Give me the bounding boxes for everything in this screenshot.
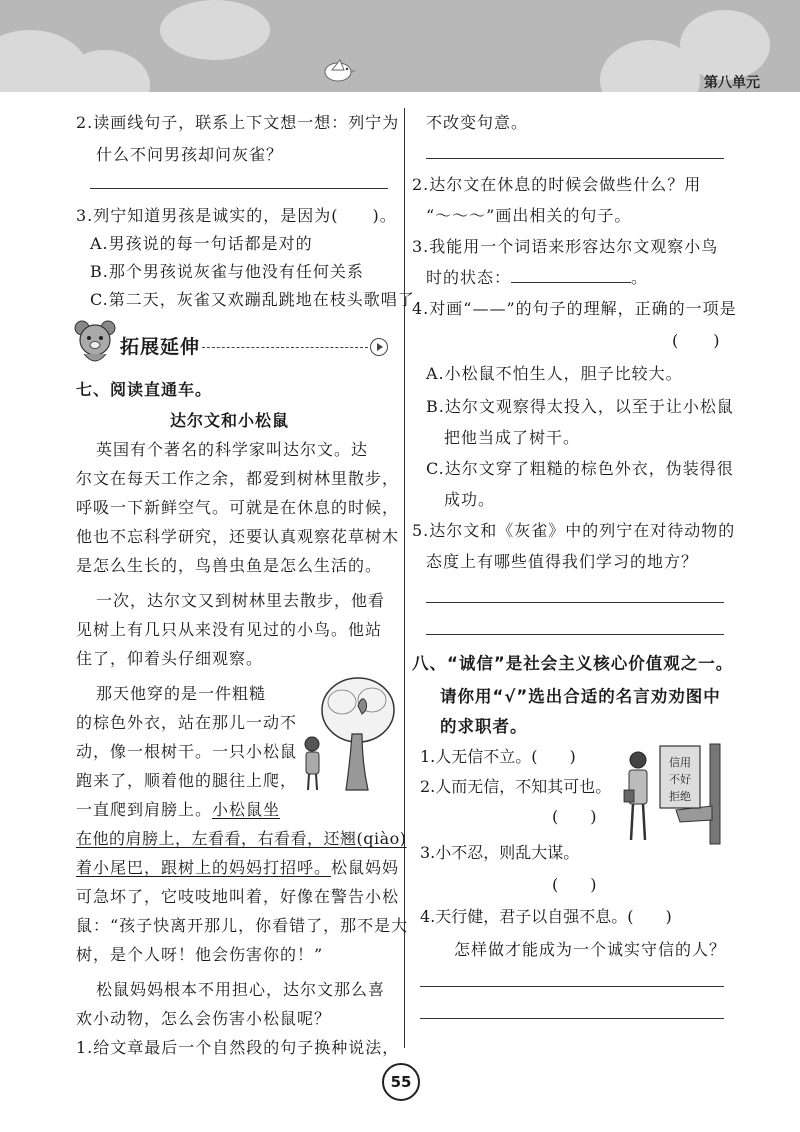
question-2-text: 2.达尔文在休息的时候会做些什么？用	[412, 175, 702, 194]
option-c-cont: 成功。	[444, 490, 496, 509]
option-c[interactable]: C.第二天，灰雀又欢蹦乱跳地在枝头歌唱了	[90, 290, 415, 309]
option-b[interactable]: B.那个男孩说灰雀与他没有任何关系	[90, 262, 364, 281]
question-4-text: 4.对画“——”的句子的理解，正确的一项是	[412, 299, 737, 318]
story-paragraph-line: 的棕色外衣，站在那儿一动不	[76, 713, 298, 732]
banner-dashed-line	[202, 347, 368, 348]
question-2-text: 2.读画线句子，联系上下文想一想：列宁为	[76, 113, 400, 132]
answer-line[interactable]	[426, 602, 724, 603]
option-a[interactable]: A.男孩说的每一句话都是对的	[90, 234, 313, 253]
option-c[interactable]: C.达尔文穿了粗糙的棕色外衣，伪装得很	[426, 459, 734, 478]
answer-line[interactable]	[90, 188, 388, 189]
option-b-cont: 把他当成了树干。	[444, 428, 581, 447]
question-2-text-cont: “～～～”画出相关的句子。	[426, 206, 632, 225]
question-5-text: 5.达尔文和《灰雀》中的列宁在对待动物的	[412, 521, 736, 540]
cloud-decoration	[680, 10, 770, 80]
section-7-title: 七、阅读直通车。	[76, 380, 213, 399]
story-text-segment: 松鼠妈妈	[331, 858, 400, 877]
sign-text-line: 不好	[669, 773, 691, 786]
story-paragraph-line: 英国有个著名的科学家叫达尔文。达	[96, 440, 369, 459]
question-3-end: 。	[631, 268, 649, 287]
quote-option-1[interactable]: 1.人无信不立。( )	[420, 747, 576, 766]
question-3-text: 3.列宁知道男孩是诚实的，是因为( )。	[76, 206, 397, 225]
story-paragraph-line: 见树上有几只从来没有见过的小鸟。他站	[76, 620, 383, 639]
answer-line[interactable]	[420, 1018, 724, 1019]
column-divider	[404, 108, 405, 1048]
story-paragraph-line: 尔文在每天工作之余，都爱到树林里散步，	[76, 469, 400, 488]
story-paragraph-line: 他也不忘科学研究，还要认真观察花草树木	[76, 527, 400, 546]
answer-bracket[interactable]: ( )	[552, 875, 597, 894]
story-paragraph-line: 一次，达尔文又到树林里去散步，他看	[96, 591, 386, 610]
section-8-title-cont: 请你用“√”选出合适的名言劝劝图中	[440, 687, 721, 706]
question-1-text: 1.给文章最后一个自然段的句子换种说法，	[76, 1038, 400, 1057]
quote-option-3[interactable]: 3.小不忍，则乱大谋。	[420, 843, 580, 862]
story-title: 达尔文和小松鼠	[170, 411, 290, 430]
story-paragraph-line	[76, 855, 399, 878]
story-paragraph-line: 动，像一根树干。一只小松鼠	[76, 742, 298, 761]
answer-bracket[interactable]: ( )	[672, 331, 721, 350]
story-paragraph-line: 呼吸一下新鲜空气。可就是在休息的时候，	[76, 498, 400, 517]
sign-text-line: 信用	[669, 756, 691, 769]
option-b[interactable]: B.达尔文观察得太投入，以至于让小松鼠	[426, 397, 734, 416]
darwin-tree-squirrel-illustration	[302, 672, 400, 792]
question-5-text-cont: 态度上有哪些值得我们学习的地方？	[426, 552, 699, 571]
underlined-sentence: 小松鼠坐	[212, 800, 281, 819]
answer-line[interactable]	[426, 158, 724, 159]
option-a[interactable]: A.小松鼠不怕生人，胆子比较大。	[426, 364, 683, 383]
section-8-title: 八、“诚信”是社会主义核心价值观之一。	[412, 654, 734, 673]
story-text-segment: 一直爬到肩膀上。	[76, 800, 213, 819]
question-3-text: 3.我能用一个词语来形容达尔文观察小鸟	[412, 237, 719, 256]
story-paragraph-line: 树，是个人呀！他会伤害你的！”	[76, 945, 324, 964]
answer-line[interactable]	[426, 634, 724, 635]
underlined-sentence: 着小尾巴，跟树上的妈妈打招呼。	[76, 858, 332, 877]
question-3-text-cont	[426, 265, 648, 288]
sign-text-line: 拒绝	[669, 790, 691, 803]
fill-blank[interactable]	[511, 268, 631, 283]
question-3-prompt: 时的状态：	[426, 268, 512, 287]
unit-label: 第八单元	[704, 75, 760, 91]
story-paragraph-line: 可急坏了，它吱吱地叫着，好像在警告小松	[76, 887, 400, 906]
final-question: 怎样做才能成为一个诚实守信的人？	[454, 940, 727, 959]
story-paragraph-line	[76, 797, 280, 820]
bird-icon	[318, 56, 358, 84]
story-paragraph-line: 跑来了，顺着他的腿往上爬，	[76, 771, 298, 790]
question-2-text-cont: 什么不问男孩却问灰雀？	[96, 145, 284, 164]
story-paragraph-line: 是怎么生长的，鸟兽虫鱼是怎么生活的。	[76, 556, 383, 575]
story-paragraph-line: 住了，仰着头仔细观察。	[76, 649, 264, 668]
play-arrow-icon	[370, 338, 388, 356]
quote-option-4[interactable]: 4.天行健，君子以自强不息。( )	[420, 907, 672, 926]
section-8-title-cont: 的求职者。	[440, 717, 528, 736]
job-seeker-illustration	[616, 740, 724, 850]
story-paragraph-line: 松鼠妈妈根本不用担心，达尔文那么喜	[96, 980, 386, 999]
quote-option-2[interactable]: 2.人而无信，不知其可也。	[420, 777, 612, 796]
sign-text	[662, 754, 698, 805]
question-1-text-cont: 不改变句意。	[426, 113, 529, 132]
extension-banner	[72, 318, 392, 368]
header-banner	[0, 0, 800, 92]
underlined-sentence: 在他的肩膀上，左看看，右看看，还翘(qiào)	[76, 829, 407, 848]
story-paragraph-line: 那天他穿的是一件粗糙	[96, 684, 267, 703]
bear-mascot-icon	[72, 318, 118, 368]
story-paragraph-line: 欢小动物，怎么会伤害小松鼠呢？	[76, 1009, 332, 1028]
cloud-decoration	[160, 0, 270, 60]
story-paragraph-line: 鼠：“孩子快离开那儿，你看错了，那不是大	[76, 916, 409, 935]
extension-title: 拓展延伸	[120, 336, 201, 358]
answer-bracket[interactable]: ( )	[552, 807, 597, 826]
page-number: 55	[382, 1063, 420, 1101]
answer-line[interactable]	[420, 986, 724, 987]
